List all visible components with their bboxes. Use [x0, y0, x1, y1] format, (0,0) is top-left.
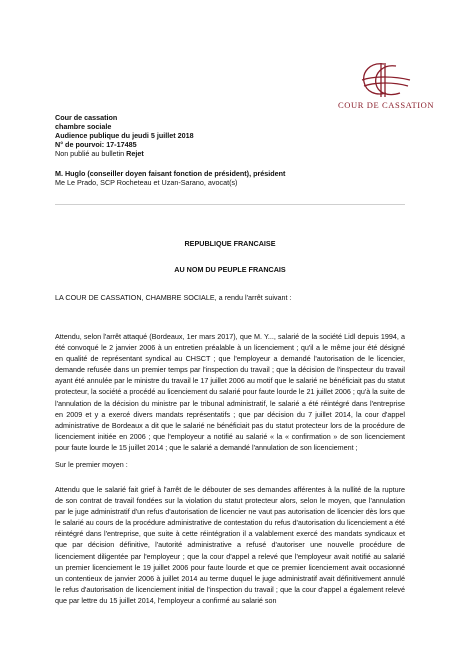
court-name: Cour de cassation: [55, 113, 118, 122]
facts-paragraph: Attendu, selon l'arrêt attaqué (Bordeaux, 1er mars 2017), que M. Y..., salarié de la société Lidl depuis 1994, a été convoqué le 2 janvier 2006 à un entretien préalable à un licenciement ; qu'il a le même jour été désigné en qualité de représentant syndical au CHSCT ; que l'employeur a demandé l'autorisation de le licencier, demande refusée dans un premier temps par l'inspection du travail ; que la décision de l'inspecteur du travail ayant été annulée par le ministre du travail le 17 juillet 2006 au motif que le salarié ne bénéficiait pas du statut protecteur, la société a procédé au licenciement du salarié pour faute lourde le 21 juillet 2006 ; qu'à la suite de l'annulation de la décision du ministre par le tribunal administratif, le salarié a été réintégré dans l'entreprise en 2009 et y a exercé divers mandats représentatifs ; que par décision du 7 juillet 2014, la cour d'appel administrative de Bordeaux a dit que le salarié ne bénéficiait pas du statut protecteur lors de la procédure de licenciement initiée en 2006 ; que l'employeur a notifié au salarié « la « confirmation » de son licenciement pour faute lourde le 15 juillet 2014 ; que le salarié a demandé l'annulation de son licenciement ;: [55, 332, 405, 452]
case-header: [55, 114, 194, 159]
president-line: M. Huglo (conseiller doyen faisant fonction de président), président: [55, 169, 286, 178]
cour-de-cassation-logo: [338, 60, 433, 110]
cc-monogram-icon: [354, 60, 416, 100]
appeal-number: N° de pourvoi: 17-17485: [55, 139, 137, 149]
publication-line: [55, 150, 194, 159]
section-divider: [55, 204, 405, 205]
republic-heading: REPUBLIQUE FRANCAISE: [184, 239, 276, 248]
first-ground-paragraph: Attendu que le salarié fait grief à l'arrêt de le débouter de ses demandes afférentes à la nullité de la rupture de son contrat de travail fondées sur la violation du statut protecteur alors, selon le moyen, que l'annulation par le juge administratif d'un refus d'autorisation de licencier ne vaut pas autorisation de licencier dès lors que le salarié au cours de la procédure administrative de contestation du refus d'autorisation du licenciement a été réintégré dans l'entreprise, que suite à cette réintégration il a valablement exercé des mandats syndicaux et que par décision définitive, l'autorité administrative a refusé d'autoriser une nouvelle procédure de licenciement diligentée par l'employeur ; que la cour d'appel a relevé que l'employeur avait notifié au salarié un premier licenciement le 19 juillet 2006 pour faute lourde et que ce premier licenciement avait occasionné un contentieux de janvier 2006 à juillet 2014 au terme duquel le juge administratif avait définitivement annulé le refus d'autorisation de licenciement initial de l'inspection du travail ; que la cour d'appel a également relevé que par lettre du 15 juillet 2014, l'employeur a confirmé au salarié son: [55, 485, 405, 605]
chamber-name: chambre sociale: [55, 121, 112, 131]
hearing-date: Audience publique du jeudi 5 juillet 2018: [55, 130, 194, 140]
people-heading: AU NOM DU PEUPLE FRANCAIS: [174, 265, 286, 274]
publication-status: Non publié au bulletin: [55, 148, 127, 158]
logo-wordmark: COUR DE CASSATION: [338, 100, 435, 110]
decision-outcome: Rejet: [126, 148, 144, 158]
lawyers-line: Me Le Prado, SCP Rocheteau et Uzan-Sarano, avocat(s): [55, 177, 238, 187]
first-ground-heading: Sur le premier moyen :: [55, 460, 128, 469]
parties-block: [55, 170, 285, 188]
intro-line: LA COUR DE CASSATION, CHAMBRE SOCIALE, a rendu l'arrêt suivant :: [55, 293, 292, 302]
